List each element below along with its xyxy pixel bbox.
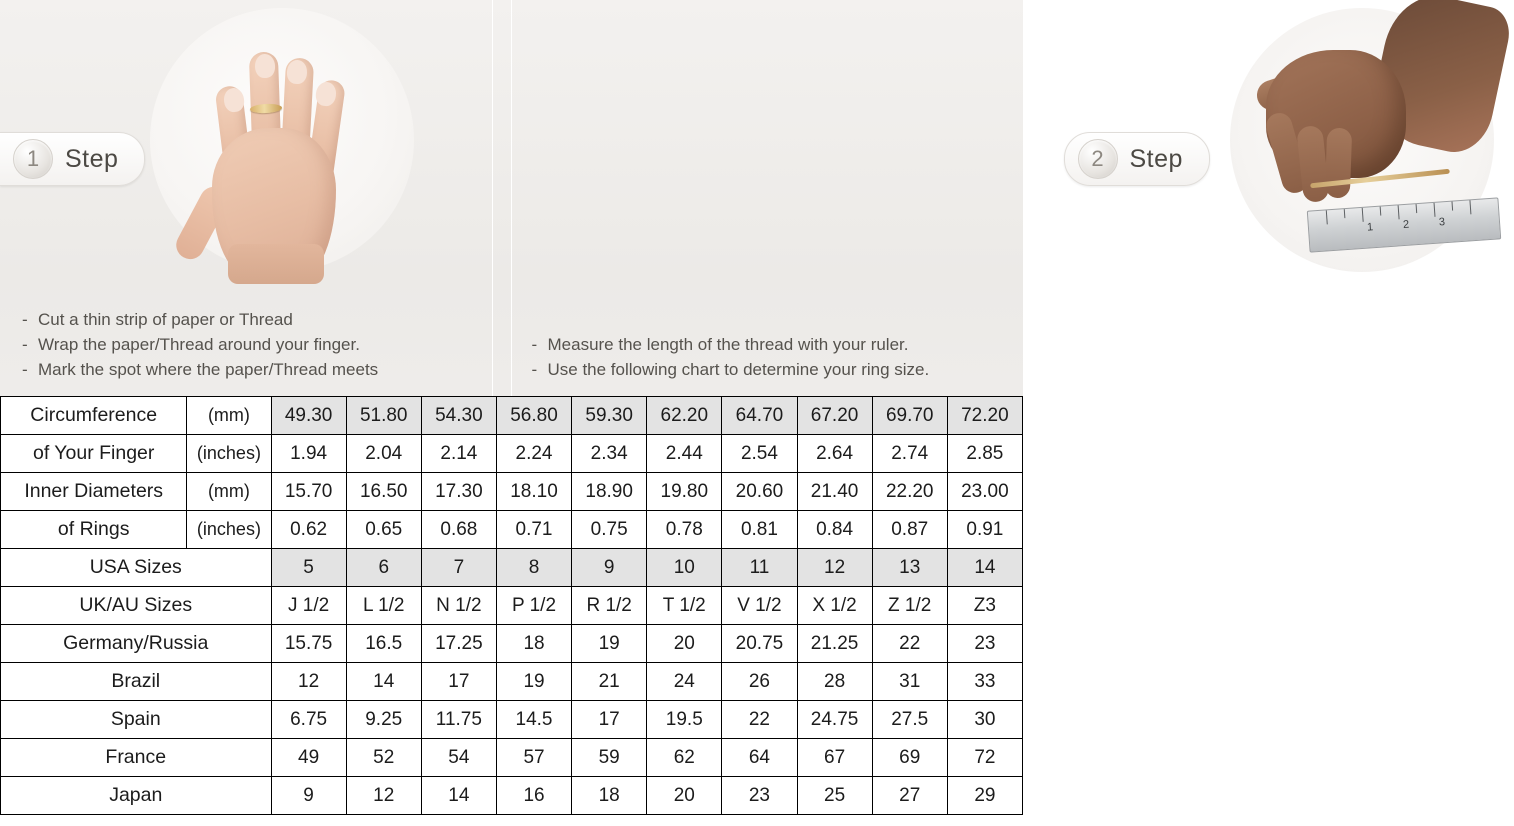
step-panel-1 [0,0,511,396]
step-badge-1 [0,132,145,186]
ruler-mark: 2 [1402,218,1410,232]
cell: 0.65 [346,511,421,549]
cell: 6.75 [271,701,346,739]
hand-with-ring-illustration [150,8,414,272]
row-label: Circumference [1,397,187,435]
cell: 2.85 [947,435,1022,473]
cell: 2.64 [797,435,872,473]
cell: R 1/2 [572,587,647,625]
panel-divider [492,0,493,396]
cell: 18.90 [572,473,647,511]
cell: 2.54 [722,435,797,473]
step-panel-2 [511,0,1445,396]
row-label: Inner Diameters [1,473,187,511]
cell: 49 [271,739,346,777]
ruler-mark: 3 [1437,216,1445,229]
cell: 29 [947,777,1022,815]
ring-size-table [0,396,1023,815]
cell: 12 [346,777,421,815]
hand-measuring-thread-illustration [1230,8,1494,272]
cell: T 1/2 [647,587,722,625]
cell: 11.75 [421,701,496,739]
cell: 0.81 [722,511,797,549]
row-unit: (inches) [187,435,271,473]
table-row [1,587,1023,625]
row-label: UK/AU Sizes [1,587,272,625]
cell: 14 [947,549,1022,587]
cell: 5 [271,549,346,587]
cell: 21.25 [797,625,872,663]
table-row [1,511,1023,549]
cell: 72 [947,739,1022,777]
cell: 49.30 [271,397,346,435]
table-row [1,625,1023,663]
cell: 14 [346,663,421,701]
cell: 20 [647,625,722,663]
cell: 2.34 [572,435,647,473]
steps-section [0,0,1445,396]
row-label: USA Sizes [1,549,272,587]
cell: 2.44 [647,435,722,473]
cell: 15.75 [271,625,346,663]
cell: 54 [421,739,496,777]
step-2-notes [532,332,930,382]
cell: 56.80 [496,397,571,435]
row-unit: (mm) [187,397,271,435]
row-label: Germany/Russia [1,625,272,663]
cell: 1.94 [271,435,346,473]
table-row [1,549,1023,587]
cell: 72.20 [947,397,1022,435]
cell: 6 [346,549,421,587]
table-row [1,701,1023,739]
cell: 51.80 [346,397,421,435]
cell: 22.20 [872,473,947,511]
cell: 24.75 [797,701,872,739]
cell: 23 [947,625,1022,663]
cell: Z 1/2 [872,587,947,625]
list-item: - Wrap the paper/Thread around your finger. [22,335,360,354]
step-2-photo [1230,8,1494,272]
cell: 17.25 [421,625,496,663]
cell: 59 [572,739,647,777]
table-row [1,777,1023,815]
note-text: Cut a thin strip of paper or Thread [38,310,293,329]
table-row [1,739,1023,777]
row-label: of Your Finger [1,435,187,473]
cell: 0.78 [647,511,722,549]
cell: 62.20 [647,397,722,435]
row-unit: (inches) [187,511,271,549]
row-label: Spain [1,701,272,739]
step-label-1: Step [65,144,119,173]
cell: 52 [346,739,421,777]
list-item: - Measure the length of the thread with your ruler. [531,335,909,354]
cell: 0.87 [872,511,947,549]
cell: 57 [496,739,571,777]
cell: 10 [647,549,722,587]
cell: 21.40 [797,473,872,511]
cell: 22 [722,701,797,739]
cell: P 1/2 [496,587,571,625]
cell: L 1/2 [346,587,421,625]
step-number-1: 1 [13,139,53,179]
cell: 8 [496,549,571,587]
cell: 9 [572,549,647,587]
cell: 0.75 [572,511,647,549]
cell: Z3 [947,587,1022,625]
cell: X 1/2 [797,587,872,625]
cell: 33 [947,663,1022,701]
cell: 62 [647,739,722,777]
cell: 0.62 [271,511,346,549]
step-1-notes [22,307,378,382]
cell: 69 [872,739,947,777]
cell: 64 [722,739,797,777]
cell: 14.5 [496,701,571,739]
step-number-2: 2 [1078,139,1118,179]
cell: 2.74 [872,435,947,473]
cell: 2.14 [421,435,496,473]
row-label: Brazil [1,663,272,701]
list-item: - Mark the spot where the paper/Thread meets [22,360,379,379]
cell: 18 [496,625,571,663]
cell: 12 [271,663,346,701]
cell: 18.10 [496,473,571,511]
cell: 15.70 [271,473,346,511]
cell: 19 [572,625,647,663]
cell: 28 [797,663,872,701]
table-row [1,435,1023,473]
table-row [1,397,1023,435]
row-label: Japan [1,777,272,815]
cell: 23.00 [947,473,1022,511]
cell: 0.68 [421,511,496,549]
cell: 16.5 [346,625,421,663]
table-row [1,663,1023,701]
cell: 17 [572,701,647,739]
cell: 13 [872,549,947,587]
ruler-icon [1306,197,1500,252]
step-1-photo [150,8,414,272]
list-item: - Cut a thin strip of paper or Thread [22,310,293,329]
cell: 12 [797,549,872,587]
cell: 22 [872,625,947,663]
cell: 26 [722,663,797,701]
note-text: Measure the length of the thread with your ruler. [547,335,909,354]
cell: 0.84 [797,511,872,549]
cell: 16 [496,777,571,815]
ruler-mark: 1 [1366,221,1374,234]
cell: 9 [271,777,346,815]
cell: 27 [872,777,947,815]
step-badge-2 [1064,132,1210,186]
cell: 7 [421,549,496,587]
cell: 59.30 [572,397,647,435]
note-text: Wrap the paper/Thread around your finger. [38,335,360,354]
cell: 2.04 [346,435,421,473]
cell: 20.75 [722,625,797,663]
cell: 67.20 [797,397,872,435]
cell: 30 [947,701,1022,739]
cell: 18 [572,777,647,815]
cell: V 1/2 [722,587,797,625]
cell: 24 [647,663,722,701]
cell: 16.50 [346,473,421,511]
row-label: France [1,739,272,777]
cell: 0.91 [947,511,1022,549]
cell: 19.80 [647,473,722,511]
cell: 17.30 [421,473,496,511]
table-row [1,473,1023,511]
cell: 23 [722,777,797,815]
cell: N 1/2 [421,587,496,625]
cell: 67 [797,739,872,777]
cell: 69.70 [872,397,947,435]
cell: 20.60 [722,473,797,511]
row-label: of Rings [1,511,187,549]
row-unit: (mm) [187,473,271,511]
cell: 25 [797,777,872,815]
step-label-2: Step [1129,144,1183,173]
cell: 31 [872,663,947,701]
cell: 2.24 [496,435,571,473]
cell: 21 [572,663,647,701]
cell: 9.25 [346,701,421,739]
cell: 54.30 [421,397,496,435]
cell: 11 [722,549,797,587]
cell: 19 [496,663,571,701]
cell: 64.70 [722,397,797,435]
cell: J 1/2 [271,587,346,625]
note-text: Use the following chart to determine your ring size. [547,360,930,379]
cell: 14 [421,777,496,815]
cell: 27.5 [872,701,947,739]
cell: 17 [421,663,496,701]
note-text: Mark the spot where the paper/Thread meets [38,360,379,379]
cell: 19.5 [647,701,722,739]
cell: 0.71 [496,511,571,549]
cell: 20 [647,777,722,815]
list-item: - Use the following chart to determine your ring size. [531,360,930,379]
